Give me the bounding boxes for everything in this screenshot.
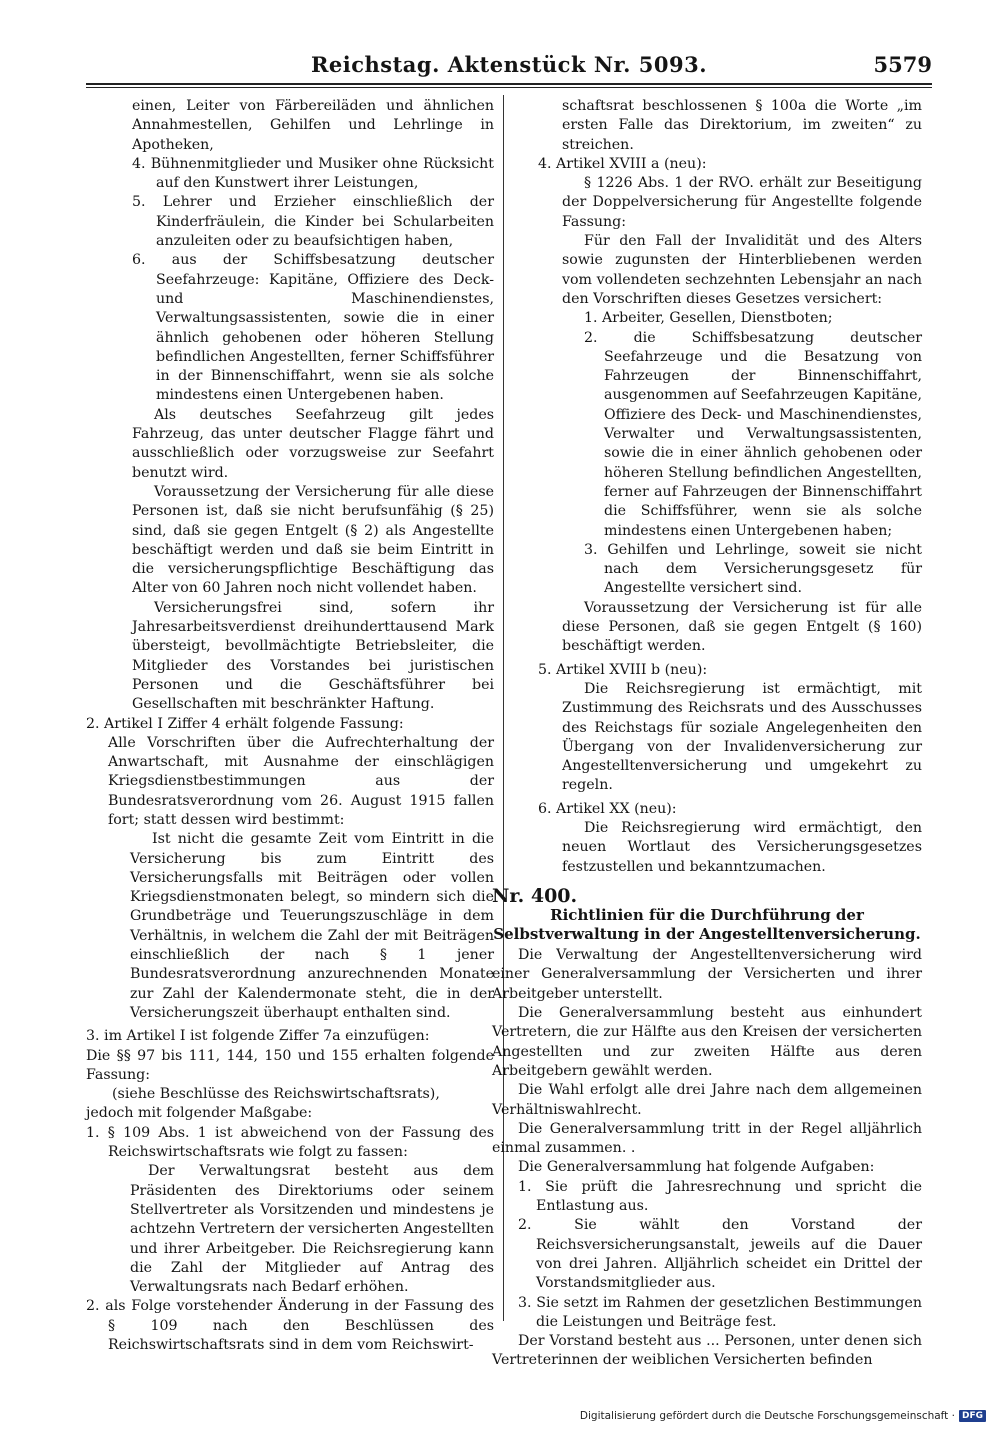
paragraph: Alle Vorschriften über die Aufrechterhaltung der Anwartschaft, mit Ausnahme der einschlägigen Kriegsdienstbestimmungen aus der Bundesratsverordnung vom 26. August 1915 fallen fort; statt dessen wird bestimmt: — [108, 734, 494, 828]
list-item: 5. Lehrer und Erzieher einschließlich der Kinderfräulein, die Kinder bei Schularbeiten anzuleiten oder zu beaufsichtigen haben, — [132, 194, 494, 250]
list-item: 1. Sie prüft die Jahresrechnung und spricht die Entlastung aus. — [518, 1178, 922, 1215]
digitization-footer — [580, 1410, 986, 1422]
paragraph: Der Verwaltungsrat besteht aus dem Präsidenten des Direktoriums oder seinem Stellvertreter als Vorsitzenden und mindestens je achtzehn Vertretern der versicherten Angestellten und ihrer Arbeitgeber. Die Reichsregierung kann die Zahl der Mitglieder auf Antrag des Verwaltungsrats nach Bedarf erhöhen. — [130, 1163, 494, 1296]
paragraph: Die Generalversammlung hat folgende Aufgaben: — [518, 1159, 875, 1176]
section-number: Nr. 400. — [492, 884, 578, 907]
dfg-logo: DFG — [959, 1410, 986, 1422]
paragraph: Als deutsches Seefahrzeug gilt jedes Fahrzeug, das unter deutscher Flagge fährt und ausschließlich oder vorzugsweise zur Seefahrt benutzt wird. — [132, 406, 494, 481]
paragraph: Voraussetzung der Versicherung für alle diese Personen ist, daß sie nicht berufsunfähig (§ 25) sind, daß sie gegen Entgelt (§ 2) als Angestellte beschäftigt werden und daß sie beim Eintritt in die versicherungspflichtige Beschäftigung das Alter von 60 Jahren noch nicht vollendet haben. — [132, 483, 494, 597]
list-item: 1. Arbeiter, Gesellen, Dienstboten; — [584, 310, 833, 327]
list-item: 5. Artikel XVIII b (neu): — [538, 661, 708, 678]
list-item: 2. Artikel I Ziffer 4 erhält folgende Fassung: — [86, 715, 404, 732]
paragraph: Ist nicht die gesamte Zeit vom Eintritt in die Versicherung bis zum Eintritt des Versicherungsfalls mit Beiträgen oder vollen Kriegsdienstmonaten belegt, so mindern sich die Grundbeträge und Teuerungszuschläge in dem Verhältnis, in welchem die Zahl der mit Beiträgen einschließlich der nach § 1 jener Bundesratsverordnung anzurechnenden Monate zur Zahl der Kalendermonate steht, die in der Versicherungszeit überhaupt enthalten sind. — [130, 831, 494, 1021]
list-item: 3. Sie setzt im Rahmen der gesetzlichen Bestimmungen die Leistungen und Beiträge fest. — [518, 1294, 922, 1330]
paragraph: Die Generalversammlung besteht aus einhundert Vertretern, die zur Hälfte aus den Kreisen der versicherten Angestellten und zur zweiten Hälfte aus deren Arbeitgebern gewählt werden. — [492, 1005, 922, 1079]
list-item: 2. die Schiffsbesatzung deutscher Seefahrzeuge und die Besatzung von Fahrzeugen der Binnenschiffahrt, ausgenommen auf Seefahrzeugen Kapitäne, Offiziere des Deck- und Maschinendienstes, Verwalter und Verwaltungsassistenten, sowie die in einer ähnlich gehobenen oder höheren Stellung befindlichen Angestellten, ferner auf Fahrzeugen der Binnenschiffahrt die Schiffsführer, wenn sie als solche mindestens einen Untergebenen haben; — [584, 329, 922, 539]
list-item: 6. aus der Schiffsbesatzung deutscher Seefahrzeuge: Kapitäne, Offiziere des Deck- und Maschinendienstes, Verwaltungsassistenten, sowie die in einer ähnlich gehobenen oder höheren Stellung befindlichen Angestellten, ferner Schiffsführer in der Binnenschiffahrt, wenn sie als solche mindestens einen Untergebenen haben. — [132, 252, 494, 404]
paragraph: jedoch mit folgender Maßgabe: — [86, 1105, 313, 1122]
paragraph: Die Reichsregierung ist ermächtigt, mit Zustimmung des Reichsrats und des Ausschusses des Reichstags für soziale Angelegenheiten den Übergang von der Invalidenversicherung zur Angestelltenversicherung und umgekehrt zu regeln. — [562, 680, 922, 794]
paragraph: Voraussetzung der Versicherung ist für alle diese Personen, daß sie gegen Entgelt (§ 160) beschäftigt werden. — [562, 599, 922, 655]
list-item: 3. Gehilfen und Lehrlinge, soweit sie nicht nach dem Versicherungsgesetz für Angestellte versichert sind. — [584, 541, 922, 597]
paragraph: Die Verwaltung der Angestelltenversicherung wird einer Generalversammlung der Versicherten und ihrer Arbeitgeber unterstellt. — [492, 947, 922, 1002]
paragraph: Die Generalversammlung tritt in der Regel alljährlich einmal zusammen. . — [492, 1120, 922, 1157]
paragraph: einen, Leiter von Färbereiläden und ähnlichen Annahmestellen, Gehilfen und Lehrlinge in Apotheken, — [132, 98, 494, 153]
paragraph: Für den Fall der Invalidität und des Alters sowie zugunsten der Hinterbliebenen werden vom vollendeten sechzehnten Lebensjahr an nach den Vorschriften dieses Gesetzes versichert: — [562, 233, 922, 307]
page-header — [86, 52, 932, 82]
list-item: 2. Sie wählt den Vorstand der Reichsversicherungsanstalt, jeweils auf die Dauer von drei Jahren. Alljährlich scheidet ein Drittel der Vorstandsmitglieder aus. — [518, 1217, 922, 1292]
paragraph: Die §§ 97 bis 111, 144, 150 und 155 erhalten folgende Fassung: — [86, 1047, 494, 1083]
list-item: 6. Artikel XX (neu): — [538, 800, 677, 817]
list-item: 1. § 109 Abs. 1 ist abweichend von der Fassung des Reichswirtschaftsrats wie folgt zu fassen: — [86, 1124, 494, 1161]
running-title: Reichstag. Aktenstück Nr. 5093. — [310, 52, 708, 77]
paragraph: Der Vorstand besteht aus ... Personen, unter denen sich Vertreterinnen der weiblichen Versicherten befinden — [492, 1333, 922, 1369]
section-heading: Richtlinien für die Durchführung der Selbstverwaltung in der Angestelltenversicherung. — [493, 906, 921, 944]
list-item: 2. als Folge vorstehender Änderung in der Fassung des § 109 nach den Beschlüssen des Reichswirtschaftsrats sind in dem vom Reichswirt- — [86, 1298, 494, 1353]
paragraph: § 1226 Abs. 1 der RVO. erhält zur Beseitigung der Doppelversicherung für Angestellte folgende Fassung: — [562, 175, 922, 230]
paragraph: Die Reichsregierung wird ermächtigt, den neuen Wortlaut des Versicherungsgesetzes festzustellen und bekanntzumachen. — [562, 819, 922, 875]
paragraph: Versicherungsfrei sind, sofern ihr Jahresarbeitsverdienst dreihunderttausend Mark übersteigt, bevollmächtigte Betriebsleiter, die Mitglieder des Vorstandes bei juristischen Personen und die Geschäftsführer bei Gesellschaften mit beschränkter Haftung. — [132, 599, 494, 713]
header-rule-thin — [86, 87, 932, 88]
page-number: 5579 — [873, 52, 932, 77]
header-rule — [86, 83, 932, 85]
list-item: 3. im Artikel I ist folgende Ziffer 7a einzufügen: — [86, 1028, 430, 1045]
paragraph: (siehe Beschlüsse des Reichswirtschaftsrats), — [112, 1086, 440, 1103]
right-column — [492, 97, 922, 1371]
footer-text: Digitalisierung gefördert durch die Deutsche Forschungsgemeinschaft · — [579, 1410, 955, 1422]
left-column — [86, 97, 494, 1355]
paragraph: Die Wahl erfolgt alle drei Jahre nach dem allgemeinen Verhältniswahlrecht. — [492, 1082, 922, 1118]
paragraph: schaftsrat beschlossenen § 100a die Worte „im ersten Falle das Direktorium, im zweiten“ zu streichen. — [562, 98, 922, 153]
list-item: 4. Bühnenmitglieder und Musiker ohne Rücksicht auf den Kunstwert ihrer Leistungen, — [132, 155, 494, 192]
list-item: 4. Artikel XVIII a (neu): — [538, 155, 707, 172]
